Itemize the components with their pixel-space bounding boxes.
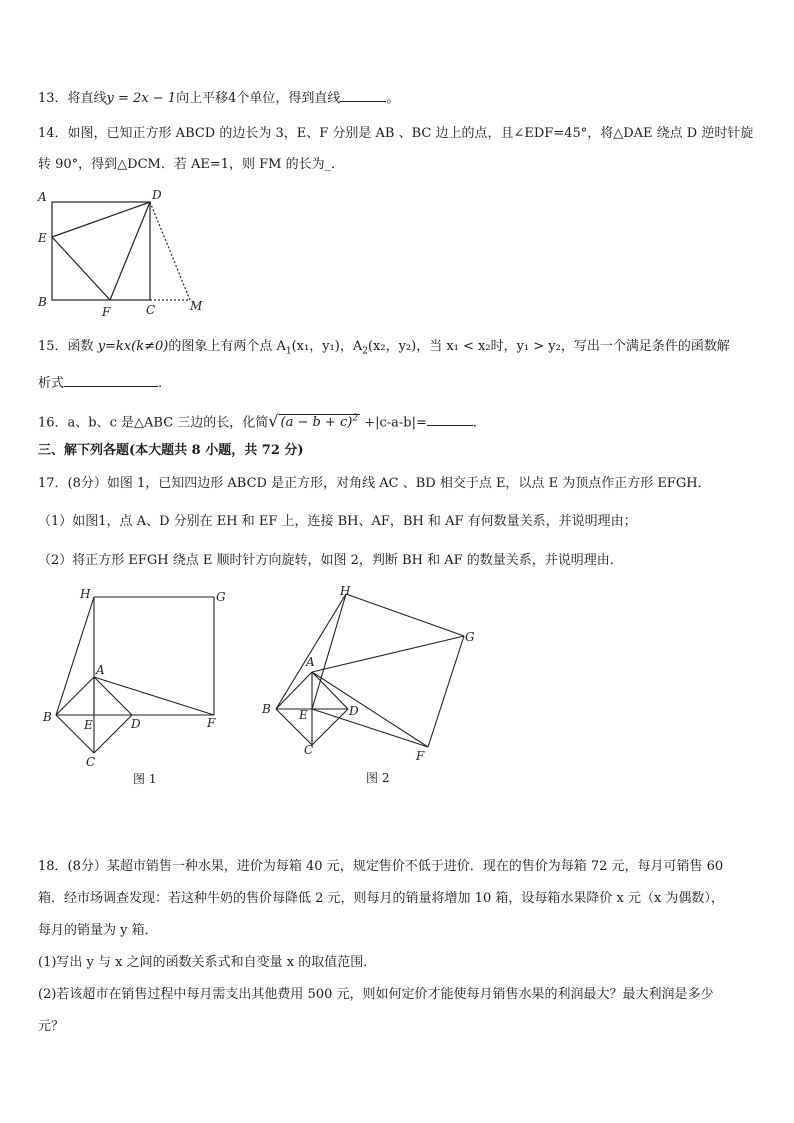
q13-line xyxy=(38,87,399,109)
fig2-segment-GF xyxy=(428,636,464,747)
section-3-heading: 三、解下列各题(本大题共 8 小题，共 72 分) xyxy=(38,443,304,458)
q14-label-F: F xyxy=(102,305,111,319)
q15-line2-text: 析式 xyxy=(38,376,65,391)
q18-line-5: (2)若该超市在销售过程中每月需支出其他费用 500 元，则如何定价才能使每月销售水果的利润最大？最大利润是多少 xyxy=(38,987,714,1002)
q17-line-1: 17．(8分）如图 1，已知四边形 ABCD 是正方形，对角线 AC 、BD 相交于点 E，以点 E 为顶点作正方形 EFGH． xyxy=(38,476,711,491)
fig1-segment-DC xyxy=(94,715,132,753)
q14-label-B: B xyxy=(38,295,47,309)
q14-line-1: 14．如图，已知正方形 ABCD 的边长为 3，E、F 分别是 AB 、BC 边上的点，且∠EDF=45°，将△DAE 绕点 D 逆时针旋 xyxy=(38,126,754,141)
fig2-label-A: A xyxy=(306,655,315,669)
fig1-label-H: H xyxy=(80,587,91,601)
q18-line-6: 元？ xyxy=(38,1019,65,1034)
fig1-label-E: E xyxy=(84,718,93,732)
q14-segment-FD xyxy=(110,202,150,300)
q14-square xyxy=(52,202,150,300)
q14-label-C: C xyxy=(146,303,156,317)
q15-function: y=kx(k≠0) xyxy=(97,339,169,354)
q17-line-2: （1）如图1，点 A、D 分别在 EH 和 EF 上，连接 BH、AF，BH 和 AF 有何数量关系，并说明理由； xyxy=(38,514,637,529)
q15-point-1: (x₁，y₁)，A xyxy=(291,339,363,354)
q14-label-E: E xyxy=(38,231,47,245)
q14-label-D: D xyxy=(152,188,162,202)
q17-line-3: （2）将正方形 EFGH 绕点 E 顺时针方向旋转，如图 2，判断 BH 和 AF 的数量关系，并说明理由． xyxy=(38,553,623,568)
q16-pre: 16．a、b、c 是△ABC 三边的长，化简 xyxy=(38,415,269,431)
q15-sub-2: 2 xyxy=(362,346,368,357)
fig1-label-D: D xyxy=(131,717,141,731)
q13-end: 。 xyxy=(386,91,400,106)
q18-line-2: 箱．经市场调查发现：若这种牛奶的售价每降低 2 元，则每月的销量将增加 10 箱，设每箱水果降价 x 元（x 为偶数）， xyxy=(38,891,724,906)
q14-segment-DM xyxy=(150,202,190,300)
q14-figure xyxy=(30,185,210,320)
fig2-label-E: E xyxy=(299,708,308,722)
q13-answer-blank[interactable] xyxy=(340,87,386,102)
q16-sqrt-sign: √ xyxy=(268,411,279,431)
q14-segment-EF xyxy=(52,237,110,300)
q14-segment-ED xyxy=(52,202,150,237)
q17-figure-1 xyxy=(38,585,238,790)
fig2-segment-EH xyxy=(312,594,346,709)
q15-point-2: (x₂，y₂)，当 x₁ < x₂时，y₁ > y₂，写出一个满足条件的函数解 xyxy=(367,339,730,354)
q15-end: . xyxy=(158,376,163,391)
fig2-label-H: H xyxy=(340,584,351,598)
fig1-label-G: G xyxy=(216,590,226,604)
fig2-label-C: C xyxy=(304,743,314,757)
q16-post: +|c-a-b|= xyxy=(364,415,427,431)
q13-equation: y = 2x − 1 xyxy=(106,91,177,106)
fig2-segment-BA xyxy=(276,672,312,709)
q16-line xyxy=(38,409,486,433)
q16-end: ． xyxy=(472,415,486,431)
q16-exponent: 2 xyxy=(352,414,359,424)
fig2-segment-BH xyxy=(276,594,346,709)
q15-mid: 的图象上有两个点 A xyxy=(168,339,286,354)
q16-radicand-text: (a − b + c) xyxy=(280,415,353,431)
fig2-label-D: D xyxy=(349,704,359,718)
fig2-caption: 图 2 xyxy=(366,771,390,785)
q15-answer-blank[interactable] xyxy=(64,372,158,387)
fig2-segment-AG xyxy=(312,636,464,672)
fig1-label-F: F xyxy=(207,716,216,730)
q13-post: 向上平移4个单位，得到直线 xyxy=(176,91,341,106)
q16-answer-blank[interactable] xyxy=(427,411,473,426)
fig1-segment-BH xyxy=(56,597,94,715)
fig2-label-F: F xyxy=(416,749,425,763)
fig2-label-B: B xyxy=(262,702,271,716)
q15-sub-1: 1 xyxy=(285,346,292,357)
fig1-caption: 图 1 xyxy=(133,772,157,786)
fig1-label-C: C xyxy=(86,755,96,769)
fig1-segment-AF xyxy=(94,677,214,715)
q13-pre: 13．将直线 xyxy=(38,91,107,106)
fig1-label-A: A xyxy=(96,663,105,677)
q16-radicand xyxy=(279,414,361,430)
q18-line-4: (1)写出 y 与 x 之间的函数关系式和自变量 x 的取值范围． xyxy=(38,955,377,970)
fig1-label-B: B xyxy=(43,710,52,724)
q14-line-2: 转 90°，得到△DCM．若 AE=1，则 FM 的长为_． xyxy=(38,157,345,172)
q17-figure-2 xyxy=(256,582,486,792)
q15-pre: 15．函数 xyxy=(38,339,98,354)
fig2-label-G: G xyxy=(465,630,475,644)
q15-line-1 xyxy=(38,337,730,362)
q18-line-3: 每月的销量为 y 箱． xyxy=(38,923,158,938)
q14-label-M: M xyxy=(190,299,203,313)
fig2-segment-HG xyxy=(346,594,464,636)
q14-label-A: A xyxy=(38,190,47,204)
q15-line-2 xyxy=(38,372,162,394)
q18-line-1: 18．(8分）某超市销售一种水果，进价为每箱 40 元，规定售价不低于进价．现在的售价为每箱 72 元，每月可销售 60 xyxy=(38,859,724,874)
